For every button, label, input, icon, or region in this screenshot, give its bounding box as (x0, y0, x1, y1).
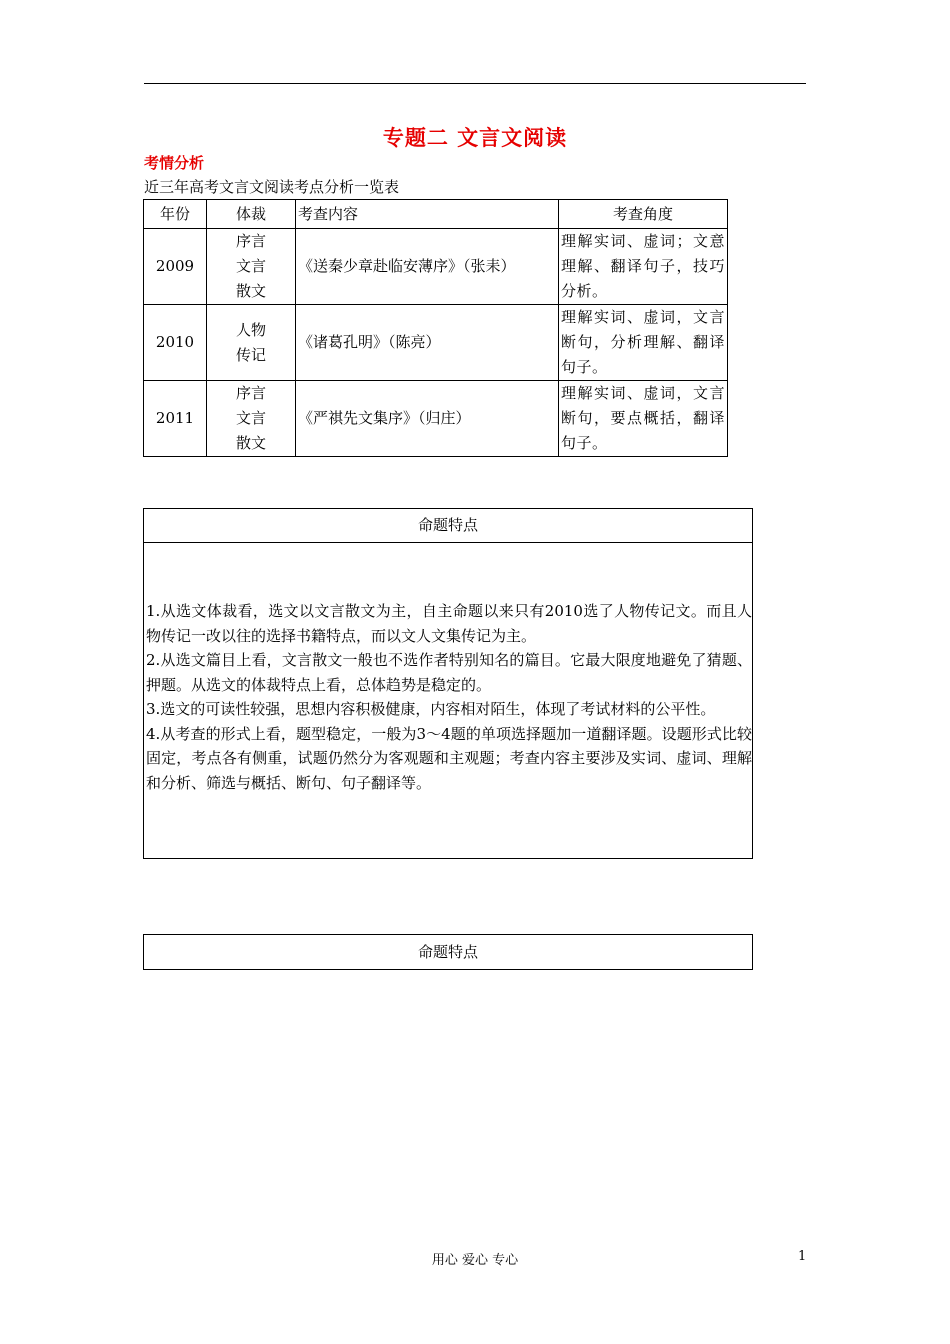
features-box-title: 命题特点 (144, 509, 752, 543)
features-box-2 (143, 934, 753, 970)
table-header-row (144, 200, 728, 229)
cell-angle: 理解实词、虚词；文意理解、翻译句子，技巧分析。 (559, 229, 728, 305)
header-content: 考查内容 (296, 200, 559, 229)
genre-line: 文言 (235, 257, 266, 275)
cell-year: 2009 (144, 229, 207, 305)
feature-item: 4.从考查的形式上看，题型稳定，一般为3～4题的单项选择题加一道翻译题。设题形式比较固定，考点各有侧重，试题仍然分为客观题和主观题；考查内容主要涉及实词、虚词、理解和分析、筛选与概括、断句、句子翻译等。 (146, 724, 752, 792)
cell-year: 2011 (144, 381, 207, 457)
genre-line: 文言 (235, 409, 266, 427)
page-number: 1 (798, 1249, 807, 1264)
genre-line: 传记 (235, 345, 266, 364)
cell-genre (207, 381, 296, 457)
features-box-body (144, 543, 752, 795)
cell-angle: 理解实词、虚词，文言断句，分析理解、翻译句子。 (559, 305, 728, 381)
genre-line: 序言 (235, 384, 266, 402)
table-row (144, 381, 728, 457)
header-angle: 考查角度 (559, 200, 728, 229)
features-box (143, 508, 753, 859)
table-row (144, 305, 728, 381)
cell-content: 《诸葛孔明》（陈亮） (296, 305, 559, 381)
feature-item: 1.从选文体裁看，选文以文言散文为主，自主命题以来只有2010选了人物传记文。而且人物传记一改以往的选择书籍特点，而以文人文集传记为主。 (146, 602, 752, 645)
features-box-2-title: 命题特点 (417, 943, 478, 961)
section-heading: 考情分析 (144, 154, 205, 172)
cell-angle: 理解实词、虚词，文言断句，要点概括，翻译句子。 (559, 381, 728, 457)
header-genre: 体裁 (207, 200, 296, 229)
header-year: 年份 (144, 200, 207, 229)
genre-line: 序言 (235, 232, 266, 250)
analysis-table (143, 199, 728, 457)
genre-line: 人物 (235, 320, 266, 339)
header-rule (144, 83, 806, 84)
genre-line: 散文 (235, 282, 266, 300)
cell-genre (207, 229, 296, 305)
table-caption: 近三年高考文言文阅读考点分析一览表 (144, 178, 400, 196)
cell-genre (207, 305, 296, 381)
cell-year: 2010 (144, 305, 207, 381)
cell-content: 《严祺先文集序》（归庄） (296, 381, 559, 457)
table-row (144, 229, 728, 305)
feature-item: 3.选文的可读性较强，思想内容积极健康，内容相对陌生，体现了考试材料的公平性。 (146, 700, 716, 718)
footer-slogan: 用心 爱心 专心 (431, 1253, 519, 1268)
genre-line: 散文 (235, 434, 266, 452)
page-title: 专题二 文言文阅读 (382, 126, 568, 150)
feature-item: 2.从选文篇目上看，文言散文一般也不选作者特别知名的篇目。它最大限度地避免了猜题、押题。从选文的体裁特点上看，总体趋势是稳定的。 (146, 651, 752, 694)
cell-content: 《送秦少章赴临安薄序》（张耒） (296, 229, 559, 305)
